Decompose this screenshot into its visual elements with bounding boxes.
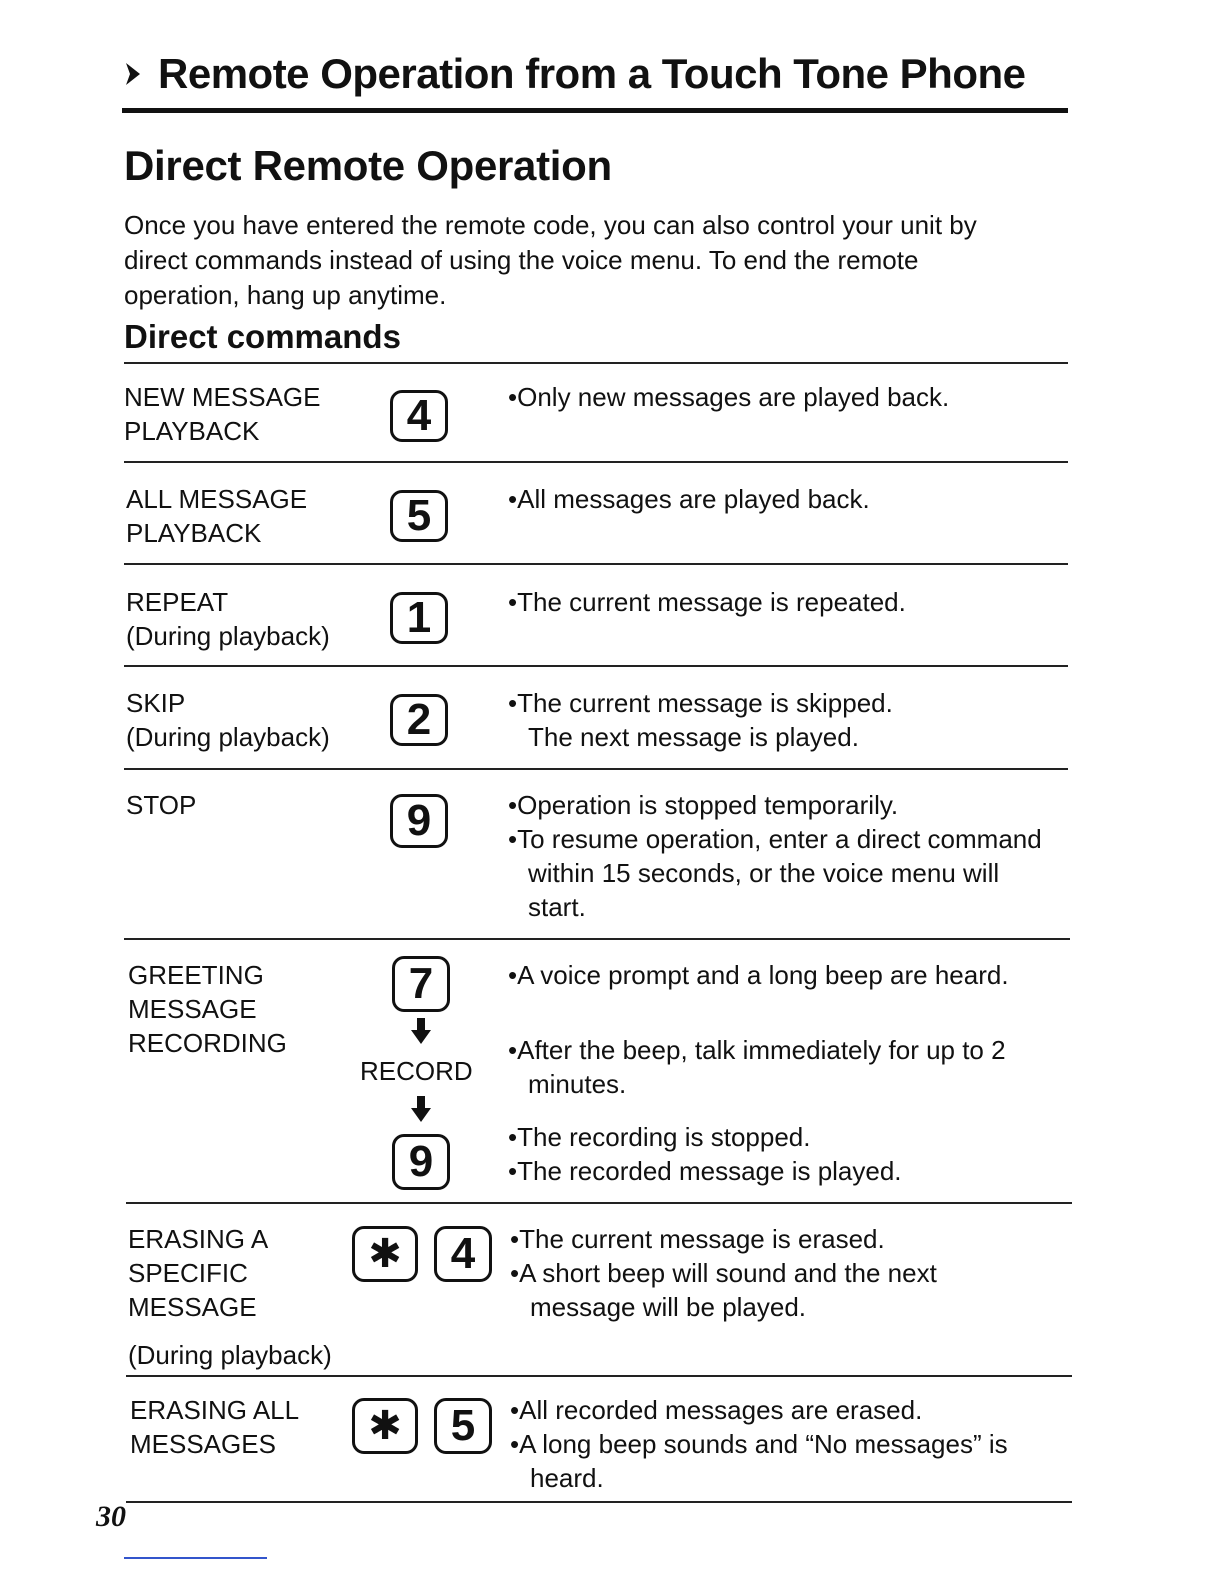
arrow-bullet-icon xyxy=(122,61,144,87)
command-label xyxy=(128,1222,332,1372)
command-label xyxy=(126,585,330,653)
command-label xyxy=(124,380,320,448)
table-rule xyxy=(126,1202,1072,1204)
key-2: 2 xyxy=(390,694,448,746)
key-5: 5 xyxy=(390,490,448,542)
command-label xyxy=(126,482,307,550)
description-bullet: •A voice prompt and a long beep are heard. xyxy=(508,960,1009,990)
command-label-line: MESSAGE xyxy=(128,1292,257,1322)
description-bullet: •All messages are played back. xyxy=(508,484,870,514)
description-line: The next message is played. xyxy=(528,722,859,752)
intro-line: operation, hang up anytime. xyxy=(124,280,447,310)
command-label-line: STOP xyxy=(126,790,197,820)
command-description xyxy=(508,482,1068,516)
description-bullet: •A short beep will sound and the next message will be played. xyxy=(510,1258,937,1322)
description-bullet: •The current message is erased. xyxy=(510,1224,885,1254)
key-9: 9 xyxy=(390,794,448,848)
section-header xyxy=(122,50,1068,98)
record-key-label: RECORD xyxy=(360,1056,473,1086)
section-header-title: Remote Operation from a Touch Tone Phone xyxy=(158,50,1026,97)
command-label-line: ALL MESSAGE xyxy=(126,484,308,514)
subsection-title: Direct commands xyxy=(124,318,401,355)
description-bullet: •The recorded message is played. xyxy=(508,1156,902,1186)
key-5: 5 xyxy=(434,1398,492,1454)
command-label xyxy=(126,686,330,754)
command-label-line: SKIP xyxy=(126,688,186,718)
command-description xyxy=(508,1033,1048,1101)
command-label-line: GREETING xyxy=(128,960,264,990)
description-bullet: •After the beep, talk immediately for up to 2 minutes. xyxy=(508,1035,1006,1099)
command-description xyxy=(508,788,1048,924)
command-description xyxy=(508,1120,1068,1188)
table-rule xyxy=(124,768,1068,770)
key-7: 7 xyxy=(392,956,450,1012)
description-bullet: •The current message is repeated. xyxy=(508,587,906,617)
page-title: Direct Remote Operation xyxy=(124,142,612,189)
intro-line: Once you have entered the remote code, you can also control your unit by xyxy=(124,210,977,240)
table-rule xyxy=(124,938,1070,940)
table-rule xyxy=(124,461,1068,463)
command-description xyxy=(508,686,1068,754)
command-label-line: REPEAT xyxy=(126,587,229,617)
command-label-line: (During playback) xyxy=(126,621,330,651)
description-bullet: •All recorded messages are erased. xyxy=(510,1395,923,1425)
command-description xyxy=(510,1222,1030,1324)
command-label-line: ERASING ALL xyxy=(130,1395,300,1425)
table-rule xyxy=(124,563,1068,565)
description-bullet: •Only new messages are played back. xyxy=(508,382,950,412)
command-description xyxy=(508,585,1068,619)
intro-paragraph xyxy=(124,208,1074,313)
table-rule xyxy=(126,1375,1072,1377)
command-label-line: PLAYBACK xyxy=(126,518,262,548)
command-label xyxy=(130,1393,299,1461)
page-number: 30 xyxy=(96,1500,126,1533)
command-label-line: MESSAGE xyxy=(128,994,257,1024)
command-description xyxy=(510,1393,1050,1495)
command-label xyxy=(128,958,287,1060)
description-bullet: •Operation is stopped temporarily. xyxy=(508,790,899,820)
key-star: ✱ xyxy=(352,1398,418,1454)
command-description xyxy=(508,958,1072,992)
command-label-line: SPECIFIC xyxy=(128,1258,248,1288)
command-label-line: RECORDING xyxy=(128,1028,287,1058)
down-arrow-icon xyxy=(410,1018,432,1044)
key-1: 1 xyxy=(390,592,448,644)
table-rule xyxy=(124,362,1068,364)
down-arrow-icon xyxy=(410,1096,432,1122)
header-rule xyxy=(122,108,1068,113)
command-label-line: MESSAGES xyxy=(130,1429,276,1459)
command-description xyxy=(508,380,1068,414)
key-star: ✱ xyxy=(352,1226,418,1282)
blue-underline xyxy=(124,1557,267,1559)
key-4: 4 xyxy=(434,1226,492,1282)
key-4: 4 xyxy=(390,390,448,442)
description-bullet: •The recording is stopped. xyxy=(508,1122,811,1152)
command-label-line: (During playback) xyxy=(126,722,330,752)
key-9: 9 xyxy=(392,1134,450,1190)
command-label-line: PLAYBACK xyxy=(124,416,260,446)
command-label xyxy=(126,788,196,822)
description-bullet: •A long beep sounds and “No messages” is heard. xyxy=(510,1429,1008,1493)
command-label-line: ERASING A xyxy=(128,1224,269,1254)
table-rule xyxy=(126,1501,1072,1503)
description-bullet: •The current message is skipped. xyxy=(508,688,893,718)
table-rule xyxy=(124,665,1068,667)
intro-line: direct commands instead of using the voice menu. To end the remote xyxy=(124,245,919,275)
command-label-line: (During playback) xyxy=(128,1340,332,1370)
description-bullet: •To resume operation, enter a direct command within 15 seconds, or the voice menu will start. xyxy=(508,824,1042,922)
command-label-line: NEW MESSAGE xyxy=(124,382,321,412)
